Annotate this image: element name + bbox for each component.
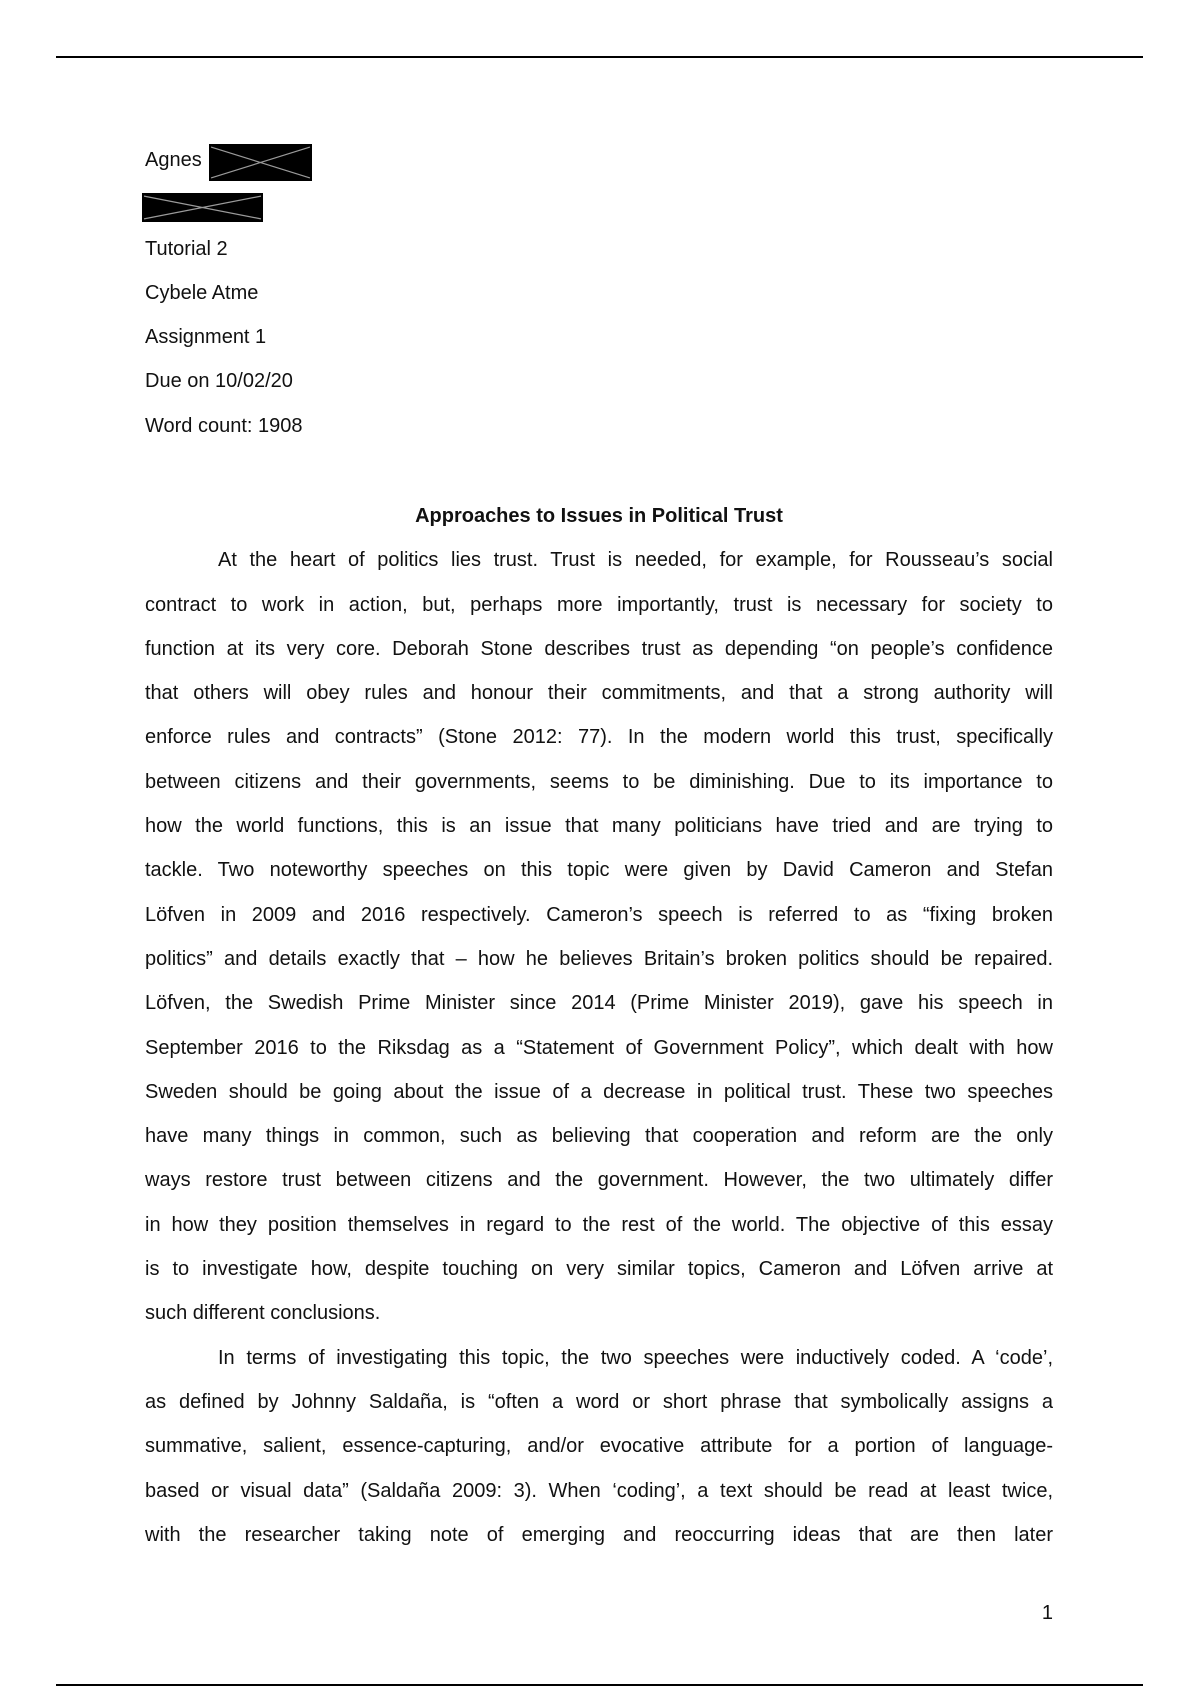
paragraph-line: September 2016 to the Riksdag as a “Statement of Government Policy”, which dealt with how [145, 1036, 1053, 1059]
top-rule [56, 56, 1143, 58]
paragraph-line: ways restore trust between citizens and the government. However, the two ultimately differ [145, 1169, 1053, 1192]
page-number: 1 [1041, 1602, 1053, 1624]
essay-body [145, 494, 1053, 1557]
redaction-box [142, 193, 263, 222]
tutorial-line: Tutorial 2 [145, 237, 228, 260]
paragraph [145, 1336, 1053, 1557]
paragraph-line: summative, salient, essence-capturing, and/or evocative attribute for a portion of language- [145, 1435, 1053, 1458]
essay-title: Approaches to Issues in Political Trust [415, 505, 783, 527]
paragraph-line: as defined by Johnny Saldaña, is “often a word or short phrase that symbolically assigns a [145, 1390, 1053, 1413]
paragraph [145, 538, 1053, 1335]
paragraph-line: how the world functions, this is an issue that many politicians have tried and are trying to [145, 815, 1053, 838]
paragraph-line: enforce rules and contracts” (Stone 2012: 77). In the modern world this trust, specifically [145, 726, 1053, 749]
due-date-line: Due on 10/02/20 [145, 370, 293, 393]
paragraph-line: that others will obey rules and honour their commitments, and that a strong authority will [145, 682, 1053, 705]
paragraph-line: function at its very core. Deborah Stone describes trust as depending “on people’s confidence [145, 637, 1053, 660]
redaction-box [209, 144, 312, 181]
paragraph-line: in how they position themselves in regard to the rest of the world. The objective of this essay [145, 1213, 1053, 1236]
paragraph-line: have many things in common, such as believing that cooperation and reform are the only [145, 1125, 1053, 1148]
paragraph-line: tackle. Two noteworthy speeches on this topic were given by David Cameron and Stefan [145, 859, 1053, 882]
paragraph-line: is to investigate how, despite touching on very similar topics, Cameron and Löfven arrive at [145, 1258, 1053, 1281]
paragraph-line: with the researcher taking note of emerging and reoccurring ideas that are then later [145, 1523, 1053, 1546]
tutor-line: Cybele Atme [145, 281, 259, 304]
student-name: Agnes [145, 149, 202, 171]
paragraph-line: Löfven in 2009 and 2016 respectively. Cameron’s speech is referred to as “fixing broken [145, 903, 1053, 926]
paragraph-line: between citizens and their governments, seems to be diminishing. Due to its importance to [145, 770, 1053, 793]
paragraph-line: based or visual data” (Saldaña 2009: 3). When ‘coding’, a text should be read at least twice, [145, 1479, 1053, 1502]
student-header [145, 138, 745, 448]
bottom-rule [56, 1684, 1143, 1686]
paragraph-line: Löfven, the Swedish Prime Minister since 2014 (Prime Minister 2019), gave his speech in [145, 992, 1053, 1015]
paragraph-line: In terms of investigating this topic, the two speeches were inductively coded. A ‘code’, [218, 1346, 1053, 1369]
word-count-line: Word count: 1908 [145, 414, 303, 437]
paragraph-line: politics” and details exactly that – how he believes Britain’s broken politics should be repaired. [145, 947, 1053, 970]
paragraph-line: such different conclusions. [145, 1302, 381, 1325]
paragraph-line: At the heart of politics lies trust. Trust is needed, for example, for Rousseau’s social [218, 549, 1053, 572]
paragraph-line: Sweden should be going about the issue of a decrease in political trust. These two speeches [145, 1080, 1053, 1103]
assignment-line: Assignment 1 [145, 326, 267, 349]
paragraph-line: contract to work in action, but, perhaps more importantly, trust is necessary for society to [145, 593, 1053, 616]
